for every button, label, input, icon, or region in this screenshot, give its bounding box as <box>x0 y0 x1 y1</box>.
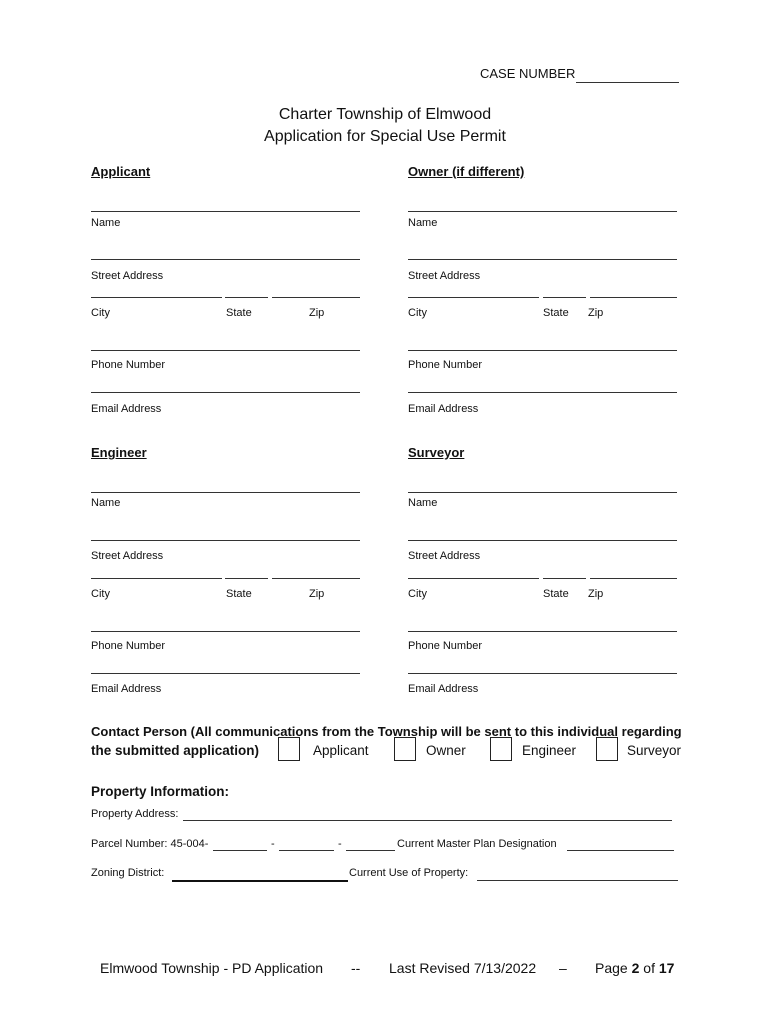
engineer-street-field[interactable] <box>91 540 360 541</box>
applicant-phone-field[interactable] <box>91 350 360 351</box>
contact-owner-label: Owner <box>426 743 466 758</box>
engineer-email-field[interactable] <box>91 673 360 674</box>
section-applicant: Applicant <box>91 164 151 179</box>
surveyor-street-label: Street Address <box>408 550 481 562</box>
owner-city-field[interactable] <box>408 297 539 298</box>
surveyor-phone-field[interactable] <box>408 631 677 632</box>
master-plan-label: Current Master Plan Designation <box>397 838 557 850</box>
property-info-title: Property Information: <box>91 784 230 799</box>
owner-state-field[interactable] <box>543 297 586 298</box>
footer-separator-1: -- <box>351 960 361 976</box>
surveyor-email-field[interactable] <box>408 673 677 674</box>
page-subtitle: Application for Special Use Permit <box>264 128 506 145</box>
applicant-name-field[interactable] <box>91 211 360 212</box>
engineer-phone-label: Phone Number <box>91 640 165 652</box>
case-number-field[interactable] <box>576 82 679 83</box>
page-current: 2 <box>631 960 640 976</box>
case-number-label: CASE NUMBER <box>480 66 576 81</box>
engineer-zip-label: Zip <box>309 588 325 600</box>
owner-city-label: City <box>408 307 427 319</box>
zoning-district-label: Zoning District: <box>91 867 165 879</box>
contact-surveyor-checkbox[interactable] <box>596 737 618 761</box>
property-address-field[interactable] <box>183 820 672 821</box>
engineer-name-field[interactable] <box>91 492 360 493</box>
applicant-city-label: City <box>91 307 110 319</box>
section-engineer: Engineer <box>91 445 147 460</box>
engineer-email-label: Email Address <box>91 683 162 695</box>
applicant-name-label: Name <box>91 217 121 229</box>
owner-name-field[interactable] <box>408 211 677 212</box>
owner-zip-field[interactable] <box>590 297 677 298</box>
parcel-number-field-3[interactable] <box>346 850 395 851</box>
surveyor-email-label: Email Address <box>408 683 479 695</box>
engineer-street-label: Street Address <box>91 550 164 562</box>
engineer-city-field[interactable] <box>91 578 222 579</box>
contact-applicant-checkbox[interactable] <box>278 737 300 761</box>
owner-email-field[interactable] <box>408 392 677 393</box>
contact-person-text: Contact Person (All communications from the Township will be sent to this individual regarding <box>91 724 682 739</box>
engineer-name-label: Name <box>91 497 121 509</box>
parcel-number-field-2[interactable] <box>279 850 334 851</box>
contact-engineer-checkbox[interactable] <box>490 737 512 761</box>
parcel-number-field-1[interactable] <box>213 850 267 851</box>
applicant-state-label: State <box>226 307 252 319</box>
parcel-number-label: Parcel Number: 45-004- <box>91 838 209 850</box>
current-use-field[interactable] <box>477 880 678 881</box>
contact-person-text-2: the submitted application) <box>91 743 260 758</box>
contact-surveyor-label: Surveyor <box>627 743 682 758</box>
engineer-zip-field[interactable] <box>272 578 360 579</box>
applicant-zip-field[interactable] <box>272 297 360 298</box>
surveyor-state-field[interactable] <box>543 578 586 579</box>
zoning-district-field[interactable] <box>172 880 348 882</box>
owner-state-label: State <box>543 307 569 319</box>
surveyor-state-label: State <box>543 588 569 600</box>
footer-separator-2: – <box>559 960 567 976</box>
owner-phone-label: Phone Number <box>408 359 482 371</box>
engineer-city-label: City <box>91 588 110 600</box>
applicant-city-field[interactable] <box>91 297 222 298</box>
contact-engineer-label: Engineer <box>522 743 577 758</box>
surveyor-phone-label: Phone Number <box>408 640 482 652</box>
engineer-phone-field[interactable] <box>91 631 360 632</box>
engineer-state-field[interactable] <box>225 578 268 579</box>
case-number <box>480 66 575 81</box>
surveyor-zip-label: Zip <box>588 588 604 600</box>
applicant-email-label: Email Address <box>91 403 162 415</box>
applicant-zip-label: Zip <box>309 307 325 319</box>
page-title: Charter Township of Elmwood <box>278 106 492 123</box>
parcel-dash-1: - <box>271 838 275 850</box>
page-of: of <box>643 960 655 976</box>
surveyor-city-field[interactable] <box>408 578 539 579</box>
applicant-state-field[interactable] <box>225 297 268 298</box>
owner-email-label: Email Address <box>408 403 479 415</box>
footer-revised-date: Last Revised 7/13/2022 <box>389 960 537 976</box>
contact-owner-checkbox[interactable] <box>394 737 416 761</box>
applicant-phone-label: Phone Number <box>91 359 165 371</box>
applicant-street-label: Street Address <box>91 270 164 282</box>
owner-street-label: Street Address <box>408 270 481 282</box>
owner-street-field[interactable] <box>408 259 677 260</box>
surveyor-name-label: Name <box>408 497 438 509</box>
contact-applicant-label: Applicant <box>313 743 369 758</box>
master-plan-field[interactable] <box>567 850 674 851</box>
footer-application-name: Elmwood Township - PD Application <box>100 960 324 976</box>
owner-zip-label: Zip <box>588 307 604 319</box>
surveyor-city-label: City <box>408 588 427 600</box>
property-address-label: Property Address: <box>91 808 179 820</box>
owner-phone-field[interactable] <box>408 350 677 351</box>
engineer-state-label: State <box>226 588 252 600</box>
applicant-email-field[interactable] <box>91 392 360 393</box>
applicant-street-field[interactable] <box>91 259 360 260</box>
page-prefix: Page <box>595 960 628 976</box>
current-use-label: Current Use of Property: <box>349 867 469 879</box>
section-owner: Owner (if different) <box>408 164 525 179</box>
owner-name-label: Name <box>408 217 438 229</box>
parcel-dash-2: - <box>338 838 342 850</box>
page-total: 17 <box>658 960 675 976</box>
surveyor-street-field[interactable] <box>408 540 677 541</box>
surveyor-name-field[interactable] <box>408 492 677 493</box>
surveyor-zip-field[interactable] <box>590 578 677 579</box>
section-surveyor: Surveyor <box>408 445 465 460</box>
footer-page-number <box>595 960 674 976</box>
